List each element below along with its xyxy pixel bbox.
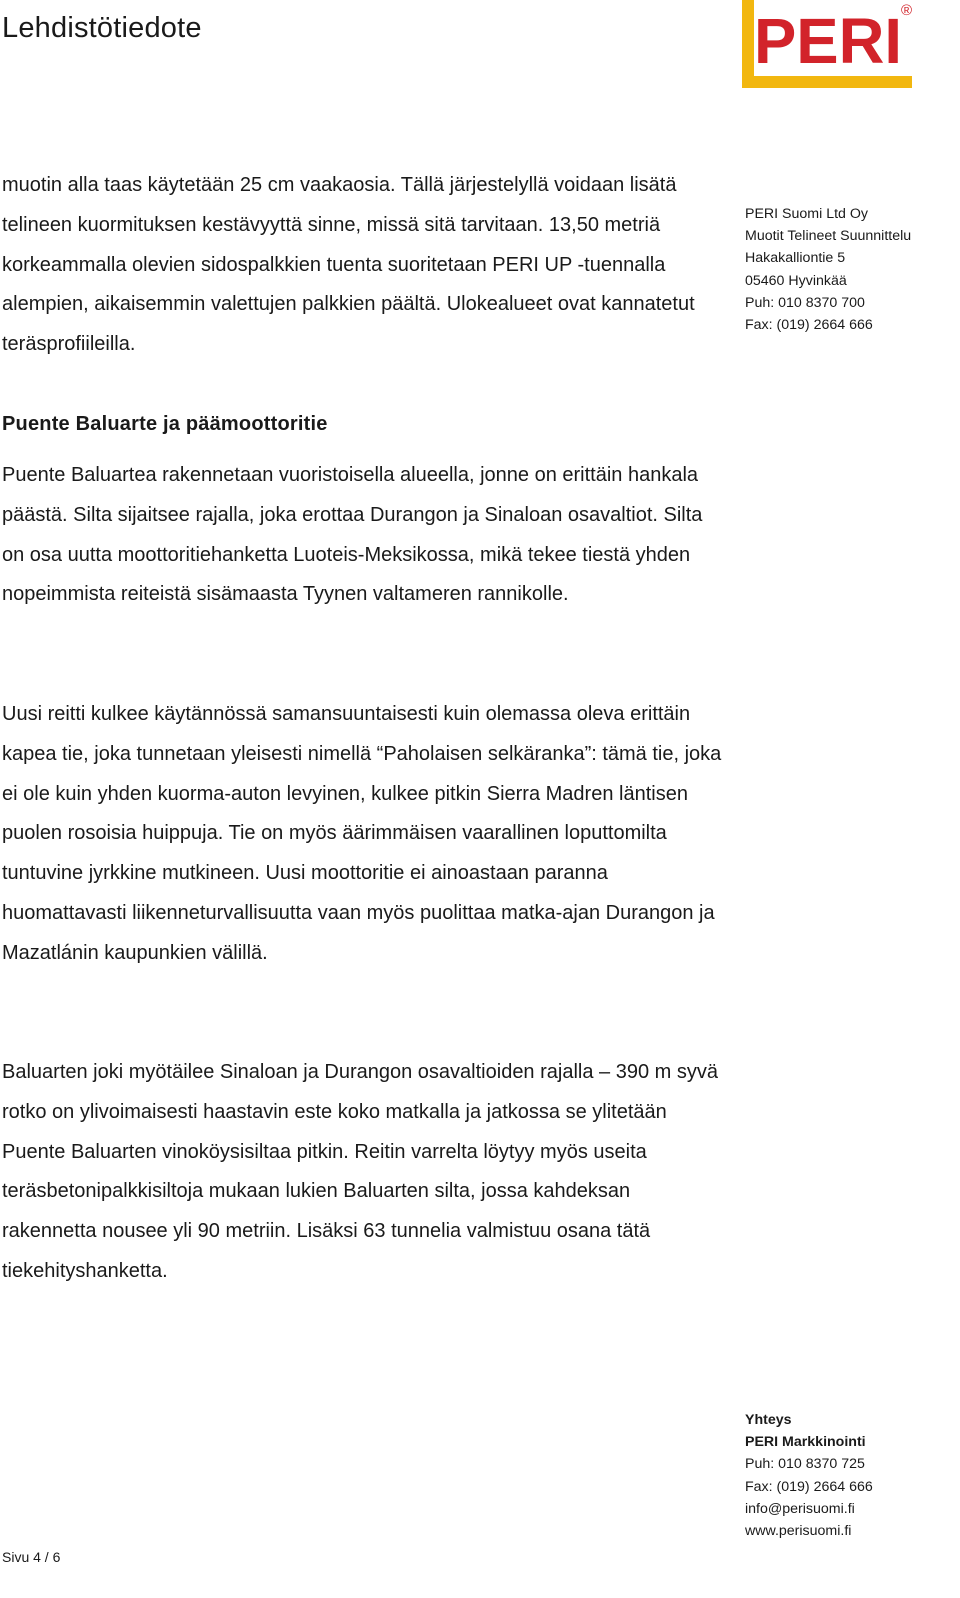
company-tagline: Muotit Telineet Suunnittelu	[745, 228, 912, 245]
registered-mark: ®	[901, 2, 913, 19]
peri-logo-graphic	[742, 0, 918, 88]
paragraph-text: Uusi reitti kulkee käytännössä samansuuntaisesti kuin olemassa oleva erittäin kapea tie, joka tunnetaan yleisesti nimellä “Paholaisen selkäranka”: tämä tie, joka ei ole kuin yhden kuorma-auton levyinen, kulkee pitkin Sierra Madren läntisen puolen rosoisia huippuja. Tie on myös äärimmäisen vaarallinen loputtomilta tuntuvine jyrkkine mutkineen. Uusi moottoritie ei ainoastaan paranna huomattavasti liikenneturvallisuutta vaan myös puolittaa matka-ajan Durangon ja Mazatlánin kaupunkien välillä.	[2, 703, 722, 964]
contact-block	[745, 1409, 957, 1542]
document-title: Lehdistötiedote	[2, 12, 202, 44]
paragraph-text: Puente Baluartea rakennetaan vuoristoisella alueella, jonne on erittäin hankala päästä. Silta sijaitsee rajalla, joka erottaa Durangon ja Sinaloan osavaltiot. Silta on osa uutta moottoritiehanketta Luoteis-Meksikossa, mikä tekee tiestä yhden nopeimmista reiteistä sisämaasta Tyynen valtameren rannikolle.	[2, 464, 703, 606]
body-paragraph-3	[2, 1053, 727, 1292]
contact-email-link[interactable]: info@perisuomi.fi	[745, 1500, 855, 1517]
company-address-block	[745, 203, 957, 336]
page-number: Sivu 4 / 6	[2, 1549, 61, 1565]
company-name: PERI Suomi Ltd Oy	[745, 206, 869, 222]
street-address: Hakakalliontie 5	[745, 250, 846, 267]
company-phone: Puh: 010 8370 700	[745, 294, 865, 311]
body-paragraph-2	[2, 695, 727, 974]
company-fax: Fax: (019) 2664 666	[745, 317, 873, 334]
contact-phone: Puh: 010 8370 725	[745, 1456, 865, 1473]
paragraph-text: Baluarten joki myötäilee Sinaloan ja Durangon osavaltioiden rajalla – 390 m syvä rotko on ylivoimaisesti haastavin este koko matkalla ja jatkossa se ylitetään Puente Baluarten vinoköysisiltaa pitkin. Reitin varrelta löytyy myös useita teräsbetonipalkkisiltoja mukaan lukien Baluarten silta, jossa kahdeksan rakennetta nousee yli 90 metriin. Lisäksi 63 tunnelia valmistuu osana tätä tiekehityshanketta.	[2, 1061, 718, 1282]
body-paragraph-1	[2, 456, 727, 615]
contact-heading: Yhteys	[745, 1412, 792, 1428]
intro-text: muotin alla taas käytetään 25 cm vaakaosia. Tällä järjestelyllä voidaan lisätä telineen kuormituksen kestävyyttä sinne, missä sitä tarvitaan. 13,50 metriä korkeammalla olevien sidospalkkien tuenta suoritetaan PERI UP -tuennalla alempien, aikaisemmin valettujen palkkien päältä. Ulokealueet ovat kannatetut teräsprofiileilla.	[2, 174, 695, 356]
intro-paragraph	[2, 166, 712, 365]
contact-website-link[interactable]: www.perisuomi.fi	[745, 1523, 852, 1540]
peri-logo	[742, 0, 918, 88]
logo-text: PERI	[754, 5, 902, 77]
contact-fax: Fax: (019) 2664 666	[745, 1478, 873, 1495]
section-heading: Puente Baluarte ja päämoottoritie	[2, 413, 328, 435]
postal-address: 05460 Hyvinkää	[745, 272, 847, 289]
contact-department: PERI Markkinointi	[745, 1434, 866, 1451]
